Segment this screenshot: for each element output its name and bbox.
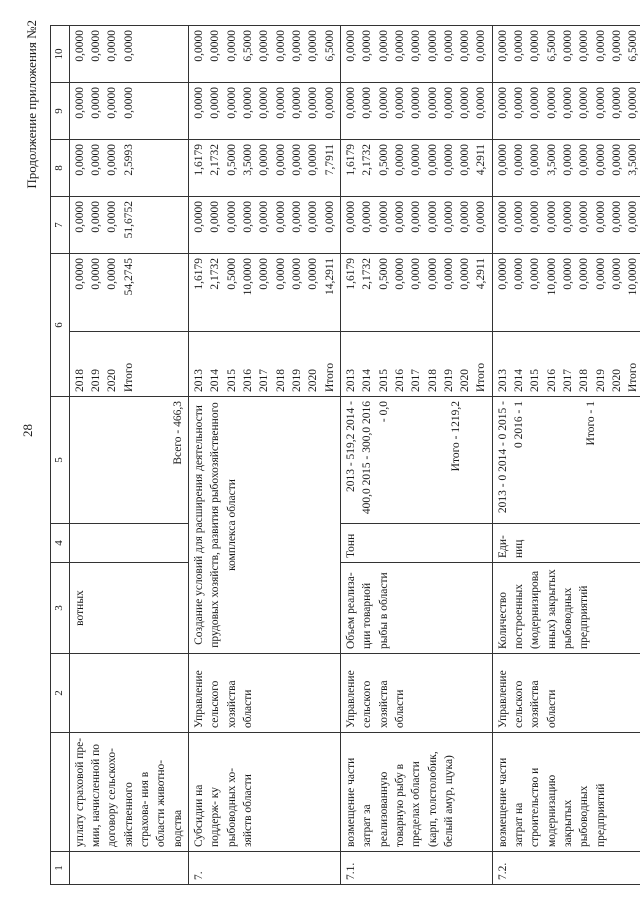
cell-value: 0,0000 — [496, 201, 509, 233]
cell-value: 2,1732 — [361, 258, 374, 290]
cell-value: 0,0000 — [73, 258, 86, 290]
cell-value: 1,6179 — [192, 144, 205, 176]
cell-value: 6,5000 — [323, 30, 336, 62]
header-cell-4: 4 — [51, 524, 70, 563]
cell-value: 0,0000 — [496, 144, 509, 176]
row-col6 — [69, 254, 188, 333]
cell-value: 2013 — [496, 369, 509, 392]
cell-value: 0,0000 — [89, 201, 102, 233]
cell-value: 2014 — [513, 369, 526, 392]
row-col10 — [188, 26, 340, 83]
cell-value: 0,0000 — [611, 144, 624, 176]
cell-value: 0,0000 — [410, 144, 423, 176]
cell-value: 0,0000 — [578, 258, 591, 290]
row-col10 — [340, 26, 492, 83]
row-col8 — [492, 140, 640, 197]
row-years — [188, 332, 340, 397]
row-indicator: Объем реализа- ции товарной рыбы в области — [340, 563, 492, 654]
cell-value: 0,0000 — [290, 30, 303, 62]
row-name: возмещение части затрат за реализованную товарную рыбу в пределах области (карп, толстолобик, белый амур, щука) — [340, 733, 492, 852]
cell-value: 0,0000 — [529, 144, 542, 176]
row-number — [69, 852, 188, 885]
row-unit — [69, 524, 188, 563]
cell-value: 0,0000 — [459, 144, 472, 176]
cell-value: 4,2911 — [475, 144, 488, 176]
header-cell-7: 7 — [51, 197, 70, 254]
cell-value: 0,0000 — [290, 201, 303, 233]
cell-value: 0,0000 — [122, 30, 135, 62]
table-row — [69, 26, 188, 885]
cell-value: 2017 — [562, 369, 575, 392]
cell-value: 14,2911 — [323, 258, 336, 295]
row-name: Субсидии на поддерж- ку рыбоводных хо- зяйств области — [188, 733, 340, 852]
cell-value: 2016 — [393, 369, 406, 392]
table-row — [188, 26, 340, 885]
cell-value: 0,0000 — [426, 144, 439, 176]
cell-value: 0,0000 — [562, 144, 575, 176]
cell-value: 2,5993 — [122, 144, 135, 176]
row-col10 — [69, 26, 188, 83]
cell-value: 0,0000 — [290, 87, 303, 119]
cell-value: 0,0000 — [361, 87, 374, 119]
cell-value: Итого — [475, 362, 488, 392]
header-cell-1: 1 — [51, 852, 70, 885]
row-years — [69, 332, 188, 397]
continuation-caption: Продолжение приложения №2 — [24, 20, 39, 189]
cell-value: 0,0000 — [611, 201, 624, 233]
table-row — [492, 26, 640, 885]
cell-value: 0,0000 — [562, 30, 575, 62]
table-row — [340, 26, 492, 885]
cell-value: 0,0000 — [192, 30, 205, 62]
cell-value: 10,0000 — [241, 258, 254, 296]
row-target: Всего - 466,3 — [69, 397, 188, 524]
cell-value: 0,0000 — [307, 144, 320, 176]
cell-value: 6,5000 — [241, 30, 254, 62]
cell-value: 2,1732 — [361, 144, 374, 176]
cell-value: 0,0000 — [594, 201, 607, 233]
cell-value: 0,0000 — [241, 201, 254, 233]
cell-value: 0,0000 — [627, 87, 640, 119]
cell-value: 2018 — [274, 369, 287, 392]
cell-value: 0,0000 — [73, 144, 86, 176]
cell-value: 0,0000 — [611, 30, 624, 62]
cell-value: 0,0000 — [393, 30, 406, 62]
row-target-years: 2013 - 0 2014 - 0 2015 - 0 2016 - 1 — [496, 401, 526, 514]
header-cell-8: 8 — [51, 140, 70, 197]
cell-value: 0,0000 — [513, 87, 526, 119]
cell-value: 0,0000 — [274, 144, 287, 176]
cell-value: 0,0000 — [545, 201, 558, 233]
cell-value: Итого — [627, 362, 640, 392]
cell-value: 0,0000 — [475, 30, 488, 62]
row-col7 — [492, 197, 640, 254]
cell-value: 0,0000 — [258, 87, 271, 119]
cell-value: 0,0000 — [578, 201, 591, 233]
row-col6 — [340, 254, 492, 333]
cell-value: 0,0000 — [307, 201, 320, 233]
row-number: 7. — [188, 852, 340, 885]
row-col6 — [188, 254, 340, 333]
cell-value: Итого — [122, 362, 135, 392]
cell-value: 0,0000 — [106, 201, 119, 233]
cell-value: 0,0000 — [393, 87, 406, 119]
cell-value: 0,0000 — [410, 87, 423, 119]
cell-value: 10,0000 — [627, 258, 640, 296]
cell-value: 0,0000 — [513, 258, 526, 290]
cell-value: 0,0000 — [529, 201, 542, 233]
row-name: уплату страховой пре- мии, начисленной по договору сельскохо- зяйственного страхова- ния в области животно- водства — [69, 733, 188, 852]
row-col8 — [188, 140, 340, 197]
cell-value: 2016 — [545, 369, 558, 392]
cell-value: 3,5000 — [241, 144, 254, 176]
cell-value: 0,0000 — [274, 258, 287, 290]
cell-value: 0,0000 — [89, 258, 102, 290]
cell-value: 0,0000 — [258, 201, 271, 233]
cell-value: 0,0000 — [442, 258, 455, 290]
cell-value: 0,0000 — [241, 87, 254, 119]
header-cell-2: 2 — [51, 654, 70, 733]
cell-value: 0,0000 — [410, 201, 423, 233]
cell-value: 2013 — [344, 369, 357, 392]
cell-value: 0,0000 — [562, 201, 575, 233]
row-col6 — [492, 254, 640, 333]
row-executor: Управление сельского хозяйства области — [188, 654, 340, 733]
cell-value: 6,5000 — [627, 30, 640, 62]
cell-value: 0,5000 — [377, 144, 390, 176]
cell-value: 0,0000 — [258, 30, 271, 62]
cell-value: 0,0000 — [442, 201, 455, 233]
cell-value: 0,0000 — [225, 201, 238, 233]
cell-value: 0,0000 — [459, 87, 472, 119]
row-number: 7.2. — [492, 852, 640, 885]
cell-value: 2014 — [361, 369, 374, 392]
appendix-table — [50, 25, 640, 885]
row-executor: Управление сельского хозяйства области — [340, 654, 492, 733]
cell-value: 0,0000 — [377, 201, 390, 233]
cell-value: 3,5000 — [627, 144, 640, 176]
cell-value: 0,0000 — [627, 201, 640, 233]
cell-value: 2020 — [106, 369, 119, 392]
cell-value: 1,6179 — [192, 258, 205, 290]
cell-value: 0,0000 — [274, 87, 287, 119]
row-name: возмещение части затрат на строительство и модернизацию закрытых рыбоводных предприятий — [492, 733, 640, 852]
cell-value: 0,0000 — [442, 144, 455, 176]
cell-value: 0,0000 — [475, 87, 488, 119]
row-col9 — [492, 83, 640, 140]
cell-value: 2017 — [258, 369, 271, 392]
row-indicator: вотных — [69, 563, 188, 654]
cell-value: 2019 — [594, 369, 607, 392]
cell-value: 51,6752 — [122, 201, 135, 239]
cell-value: 0,0000 — [578, 30, 591, 62]
cell-value: 0,0000 — [209, 201, 222, 233]
row-number: 7.1. — [340, 852, 492, 885]
cell-value: 0,0000 — [578, 144, 591, 176]
cell-value: 0,0000 — [73, 87, 86, 119]
cell-value: 54,2745 — [122, 258, 135, 296]
row-col9 — [69, 83, 188, 140]
cell-value: 0,0000 — [225, 30, 238, 62]
cell-value: 0,0000 — [307, 258, 320, 290]
row-years — [492, 332, 640, 397]
cell-value: 2018 — [73, 369, 86, 392]
cell-value: 2018 — [426, 369, 439, 392]
cell-value: 2019 — [442, 369, 455, 392]
header-cell-3: 3 — [51, 563, 70, 654]
cell-value: 0,0000 — [209, 87, 222, 119]
row-executor: Управление сельского хозяйства области — [492, 654, 640, 733]
cell-value: 0,0000 — [513, 201, 526, 233]
cell-value: 0,0000 — [344, 201, 357, 233]
cell-value: 0,0000 — [89, 87, 102, 119]
cell-value: 0,0000 — [290, 258, 303, 290]
row-col10 — [492, 26, 640, 83]
row-unit: Еди- ниц — [492, 524, 640, 563]
header-cell-6: 6 — [51, 254, 70, 397]
cell-value: 0,0000 — [594, 87, 607, 119]
cell-value: 0,0000 — [344, 87, 357, 119]
cell-value: 0,0000 — [258, 258, 271, 290]
cell-value: 1,6179 — [344, 258, 357, 290]
cell-value: 0,0000 — [545, 87, 558, 119]
header-cell-1-name — [51, 733, 70, 852]
cell-value: 2020 — [611, 369, 624, 392]
cell-value: 2,1732 — [209, 144, 222, 176]
row-indicator: Создание условий для расширения деятельности прудовых хозяйств, развития рыбохозяйственного комплекса области — [188, 397, 340, 654]
cell-value: 2020 — [459, 369, 472, 392]
cell-value: 0,0000 — [73, 201, 86, 233]
cell-value: 0,0000 — [225, 87, 238, 119]
row-unit: Тонн — [340, 524, 492, 563]
row-target-total: Итого - 1219,2 — [449, 401, 462, 472]
row-executor — [69, 654, 188, 733]
cell-value: 0,0000 — [611, 258, 624, 290]
cell-value: 0,0000 — [307, 87, 320, 119]
cell-value: 0,0000 — [192, 87, 205, 119]
cell-value: 0,0000 — [377, 30, 390, 62]
row-col7 — [188, 197, 340, 254]
row-years — [340, 332, 492, 397]
cell-value: 0,0000 — [344, 30, 357, 62]
cell-value: 0,0000 — [361, 201, 374, 233]
cell-value: 2013 — [192, 369, 205, 392]
cell-value: 0,0000 — [426, 30, 439, 62]
cell-value: 0,0000 — [274, 201, 287, 233]
cell-value: 0,0000 — [361, 30, 374, 62]
cell-value: 0,5000 — [377, 258, 390, 290]
row-col9 — [340, 83, 492, 140]
cell-value: 2015 — [529, 369, 542, 392]
cell-value: 0,0000 — [594, 30, 607, 62]
cell-value: 0,0000 — [393, 144, 406, 176]
cell-value: 0,0000 — [122, 87, 135, 119]
cell-value: 0,0000 — [426, 87, 439, 119]
cell-value: 0,0000 — [496, 30, 509, 62]
cell-value: 2016 — [241, 369, 254, 392]
row-target-total: Итого - 1 — [585, 401, 598, 446]
cell-value: 0,0000 — [106, 30, 119, 62]
header-cell-9: 9 — [51, 83, 70, 140]
cell-value: 0,0000 — [513, 30, 526, 62]
cell-value: 0,0000 — [459, 201, 472, 233]
cell-value: 0,0000 — [459, 258, 472, 290]
cell-value: 0,0000 — [410, 258, 423, 290]
cell-value: 2017 — [410, 369, 423, 392]
cell-value: 0,0000 — [393, 258, 406, 290]
cell-value: 2015 — [377, 369, 390, 392]
row-col7 — [340, 197, 492, 254]
cell-value: 2019 — [290, 369, 303, 392]
cell-value: 3,5000 — [545, 144, 558, 176]
row-col8 — [69, 140, 188, 197]
cell-value: 0,0000 — [426, 258, 439, 290]
cell-value: 0,0000 — [323, 201, 336, 233]
cell-value: 0,0000 — [258, 144, 271, 176]
cell-value: 4,2911 — [475, 258, 488, 290]
cell-value: 0,0000 — [410, 30, 423, 62]
cell-value: 2018 — [578, 369, 591, 392]
cell-value: 7,7911 — [323, 144, 336, 176]
header-cell-10: 10 — [51, 26, 70, 83]
cell-value: 0,0000 — [594, 144, 607, 176]
row-target-years: 2013 - 519,2 2014 - 400,0 2015 - 300,0 2016 - 0,0 — [344, 401, 390, 515]
cell-value: 0,0000 — [496, 87, 509, 119]
cell-value: 0,0000 — [562, 258, 575, 290]
row-target — [492, 397, 640, 524]
cell-value: 0,0000 — [106, 258, 119, 290]
cell-value: 2014 — [209, 369, 222, 392]
cell-value: 0,0000 — [290, 144, 303, 176]
cell-value: 0,0000 — [459, 30, 472, 62]
cell-value: 0,0000 — [106, 87, 119, 119]
cell-value: 2020 — [307, 369, 320, 392]
cell-value: 0,0000 — [106, 144, 119, 176]
cell-value: 0,0000 — [513, 144, 526, 176]
cell-value: 0,0000 — [529, 87, 542, 119]
cell-value: 2015 — [225, 369, 238, 392]
cell-value: 0,0000 — [529, 30, 542, 62]
row-col7 — [69, 197, 188, 254]
cell-value: Итого — [323, 362, 336, 392]
page-number: 28 — [20, 424, 35, 437]
cell-value: 10,0000 — [545, 258, 558, 296]
cell-value: 0,0000 — [192, 201, 205, 233]
cell-value: 0,0000 — [562, 87, 575, 119]
cell-value: 2019 — [89, 369, 102, 392]
cell-value: 2,1732 — [209, 258, 222, 290]
row-col8 — [340, 140, 492, 197]
cell-value: 0,0000 — [578, 87, 591, 119]
cell-value: 0,0000 — [209, 30, 222, 62]
cell-value: 0,0000 — [496, 258, 509, 290]
cell-value: 0,0000 — [274, 30, 287, 62]
cell-value: 0,0000 — [594, 258, 607, 290]
cell-value: 0,0000 — [323, 87, 336, 119]
cell-value: 0,0000 — [611, 87, 624, 119]
cell-value: 0,0000 — [529, 258, 542, 290]
row-col9 — [188, 83, 340, 140]
cell-value: 0,0000 — [393, 201, 406, 233]
row-target — [340, 397, 492, 524]
cell-value: 6,5000 — [545, 30, 558, 62]
cell-value: 0,0000 — [442, 87, 455, 119]
cell-value: 0,0000 — [89, 144, 102, 176]
cell-value: 0,0000 — [377, 87, 390, 119]
cell-value: 1,6179 — [344, 144, 357, 176]
cell-value: 0,5000 — [225, 144, 238, 176]
cell-value: 0,0000 — [89, 30, 102, 62]
row-indicator: Количество построенных (модернизирова нных) закрытых рыбоводных предприятий — [492, 563, 640, 654]
header-cell-5: 5 — [51, 397, 70, 524]
cell-value: 0,0000 — [426, 201, 439, 233]
header-row — [51, 26, 70, 885]
cell-value: 0,0000 — [73, 30, 86, 62]
cell-value: 0,0000 — [475, 201, 488, 233]
cell-value: 0,5000 — [225, 258, 238, 290]
cell-value: 0,0000 — [442, 30, 455, 62]
cell-value: 0,0000 — [307, 30, 320, 62]
